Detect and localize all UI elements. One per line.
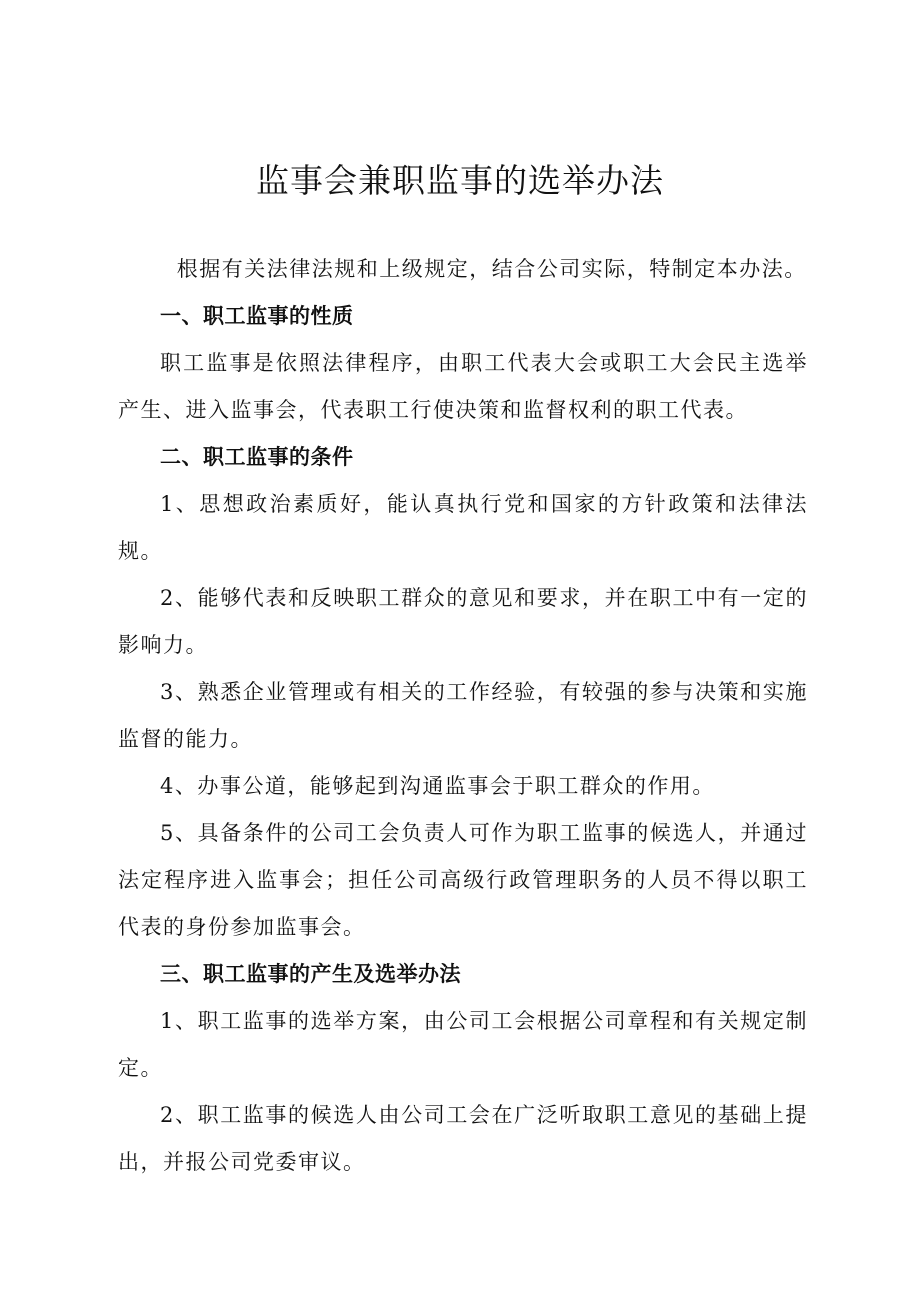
condition-item-1: 1、思想政治素质好，能认真执行党和国家的方针政策和法律法规。 [118, 492, 808, 563]
condition-item-2: 2、能够代表和反映职工群众的意见和要求，并在职工中有一定的影响力。 [118, 586, 808, 657]
section-heading-1: 一、职工监事的性质 [160, 304, 354, 328]
document-body [118, 246, 808, 1186]
condition-item-5: 5、具备条件的公司工会负责人可作为职工监事的候选人，并通过法定程序进入监事会；担任公司高级行政管理职务的人员不得以职工代表的身份参加监事会。 [118, 821, 808, 939]
document-title: 监事会兼职监事的选举办法 [256, 161, 664, 200]
section-1-paragraph: 职工监事是依照法律程序，由职工代表大会或职工大会民主选举产生、进入监事会，代表职工行使决策和监督权利的职工代表。 [118, 351, 808, 422]
election-item-2: 2、职工监事的候选人由公司工会在广泛听取职工意见的基础上提出，并报公司党委审议。 [118, 1103, 808, 1174]
election-item-1: 1、职工监事的选举方案，由公司工会根据公司章程和有关规定制定。 [118, 1009, 808, 1080]
section-heading-2: 二、职工监事的条件 [160, 445, 354, 469]
condition-item-3: 3、熟悉企业管理或有相关的工作经验，有较强的参与决策和实施监督的能力。 [118, 680, 808, 751]
intro-paragraph: 根据有关法律法规和上级规定，结合公司实际，特制定本办法。 [176, 257, 807, 281]
condition-item-4: 4、办事公道，能够起到沟通监事会于职工群众的作用。 [160, 774, 715, 798]
section-heading-3: 三、职工监事的产生及选举办法 [160, 962, 461, 986]
